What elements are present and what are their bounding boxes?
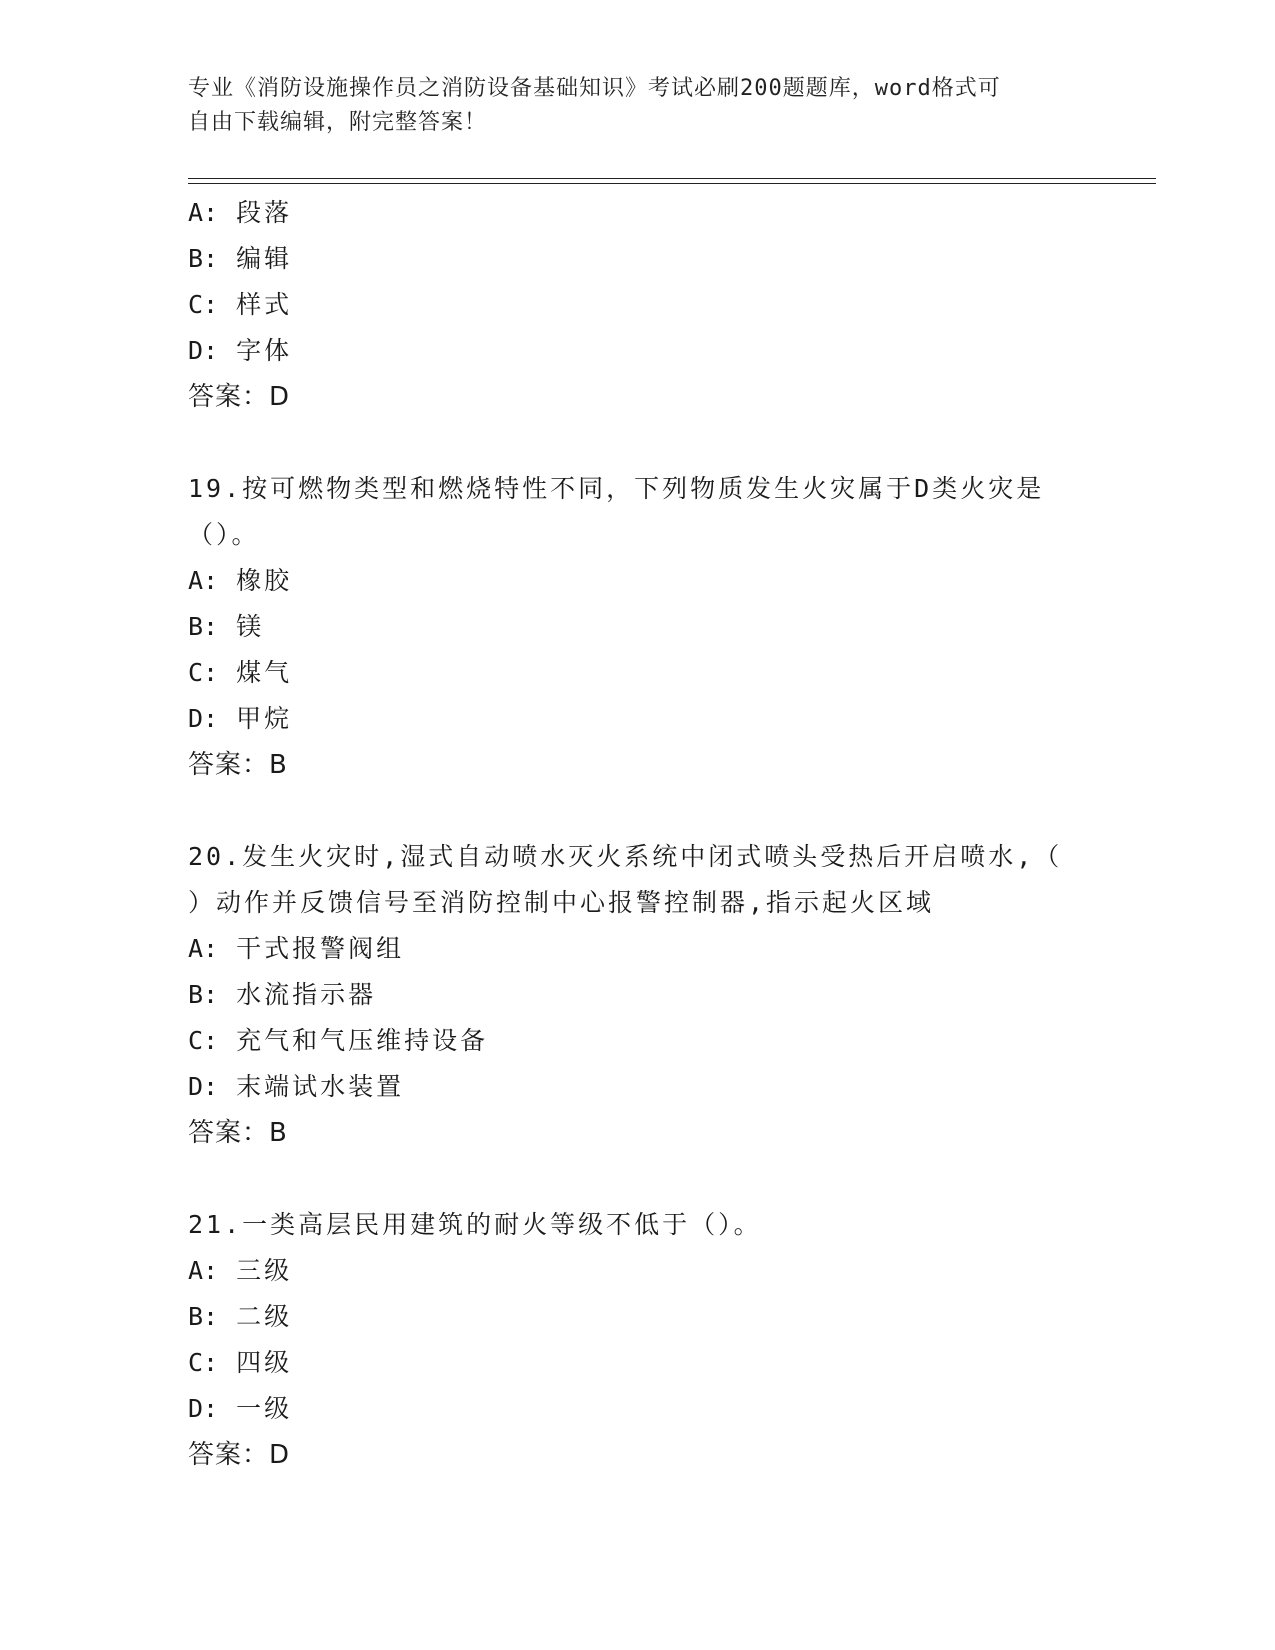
question-stem <box>188 1202 1088 1248</box>
option-b: B: 编辑 <box>188 244 293 273</box>
header-divider-top <box>188 178 1156 179</box>
question-18-tail <box>188 190 1108 420</box>
question-19 <box>188 466 1108 788</box>
header-line-1: 专业《消防设施操作员之消防设备基础知识》考试必刷200题题库，word格式可 <box>188 76 1001 101</box>
option-a: A: 干式报警阀组 <box>188 934 405 963</box>
question-stem-line-2: （）。 <box>188 520 260 549</box>
header-divider-bottom <box>188 183 1156 184</box>
option-b: B: 镁 <box>188 612 265 641</box>
question-stem-line-1: 19.按可燃物类型和燃烧特性不同，下列物质发生火灾属于D类火灾是 <box>188 474 1045 503</box>
option-d: D: 字体 <box>188 336 293 365</box>
answer-line: 答案：B <box>188 1118 288 1148</box>
option-c: C: 样式 <box>188 290 293 319</box>
answer-line: 答案：B <box>188 750 288 780</box>
option-c: C: 煤气 <box>188 658 293 687</box>
answer-line: 答案：D <box>188 1440 291 1470</box>
question-stem-line-2: ）动作并反馈信号至消防控制中心报警控制器,指示起火区域 <box>188 888 935 917</box>
question-stem <box>188 834 1088 926</box>
header-line-2: 自由下载编辑，附完整答案！ <box>188 110 488 135</box>
option-d: D: 甲烷 <box>188 704 293 733</box>
question-stem-line-1: 20.发生火灾时,湿式自动喷水灭火系统中闭式喷头受热后开启喷水,（ <box>188 842 1063 871</box>
option-b: B: 水流指示器 <box>188 980 377 1009</box>
option-a: A: 三级 <box>188 1256 293 1285</box>
question-stem <box>188 466 1088 558</box>
option-b: B: 二级 <box>188 1302 293 1331</box>
option-d: D: 一级 <box>188 1394 293 1423</box>
question-list <box>188 190 1108 1478</box>
option-a: A: 段落 <box>188 198 293 227</box>
answer-line: 答案：D <box>188 382 291 412</box>
document-header <box>188 72 1088 140</box>
question-stem-line-1: 21.一类高层民用建筑的耐火等级不低于（）。 <box>188 1210 762 1239</box>
option-a: A: 橡胶 <box>188 566 293 595</box>
option-d: D: 末端试水装置 <box>188 1072 405 1101</box>
option-c: C: 四级 <box>188 1348 293 1377</box>
question-21 <box>188 1202 1108 1478</box>
option-c: C: 充气和气压维持设备 <box>188 1026 489 1055</box>
question-20 <box>188 834 1108 1156</box>
